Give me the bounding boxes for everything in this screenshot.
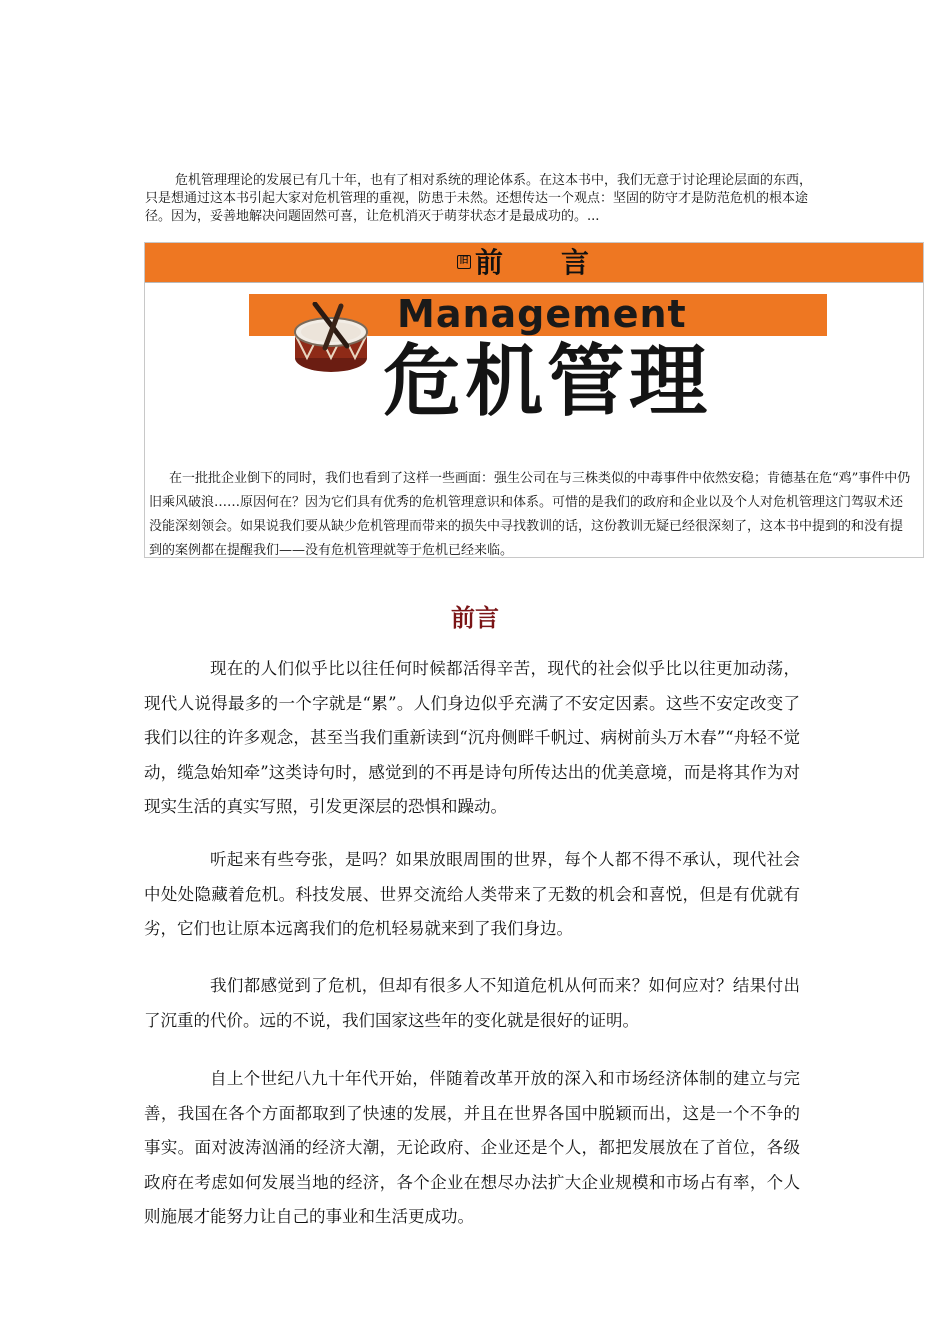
banner-chinese-text: 危机管理 [383, 337, 712, 427]
header-square-icon: 旧 [457, 255, 471, 269]
paragraph-1: 现在的人们似乎比以往任何时候都活得辛苦，现代的社会似乎比以往更加动荡，现代人说得最多的一个字就是“累”。人们身边似乎充满了不安定因素。这些不安定改变了我们以往的许多观念，甚至当我们重新读到“沉舟侧畔千帆过、病树前头万木春”“舟轻不觉动，缆急始知牵”这类诗句时，感觉到的不再是诗句所传达出的优美意境，而是将其作为对现实生活的真实写照，引发更深层的恐惧和躁动。 [144, 659, 800, 817]
paragraph-2: 听起来有些夸张，是吗？如果放眼周围的世界，每个人都不得不承认，现代社会中处处隐藏着危机。科技发展、世界交流给人类带来了无数的机会和喜悦，但是有优就有劣，它们也让原本远离我们的危机轻易就来到了我们身边。 [144, 850, 800, 939]
preface-box [144, 242, 924, 558]
section-title: 前言 [451, 603, 499, 632]
crisis-management-banner [249, 292, 827, 427]
banner-english-text: Management [397, 292, 687, 336]
paragraph-4: 自上个世纪八九十年代开始，伴随着改革开放的深入和市场经济体制的建立与完善，我国在各个方面都取到了快速的发展，并且在世界各国中脱颖而出，这是一个不争的事实。面对波涛汹涌的经济大潮，无论政府、企业还是个人，都把发展放在了首位，各级政府在考虑如何发展当地的经济，各个企业在想尽办法扩大企业规模和市场占有率，个人则施展才能努力让自己的事业和生活更成功。 [144, 1069, 800, 1227]
paragraph-3: 我们都感觉到了危机，但却有很多人不知道危机从何而来？如何应对？结果付出了沉重的代价。远的不说，我们国家这些年的变化就是很好的证明。 [144, 976, 800, 1030]
preface-box-header [145, 243, 923, 283]
drum-icon [285, 302, 381, 386]
intro-text: 危机管理理论的发展已有几十年，也有了相对系统的理论体系。在这本书中，我们无意于讨论理论层面的东西，只是想通过这本书引起大家对危机管理的重视，防患于未然。还想传达一个观点：坚固的防守才是防范危机的根本途径。因为，妥善地解决问题固然可喜，让危机消灭于萌芽状态才是最成功的。... [145, 173, 813, 224]
preface-box-title: 前言 [475, 246, 648, 279]
preface-box-body: 在一批批企业倒下的同时，我们也看到了这样一些画面：强生公司在与三株类似的中毒事件中依然安稳；肯德基在危“鸡”事件中仍旧乘风破浪……原因何在？因为它们具有优秀的危机管理意识和体系。可惜的是我们的政府和企业以及个人对危机管理这门驾驭术还没能深刻领会。如果说我们要从缺少危机管理而带来的损失中寻找教训的话，这份教训无疑已经很深刻了，这本书中提到的和没有提到的案例都在提醒我们——没有危机管理就等于危机已经来临。 [149, 471, 911, 558]
